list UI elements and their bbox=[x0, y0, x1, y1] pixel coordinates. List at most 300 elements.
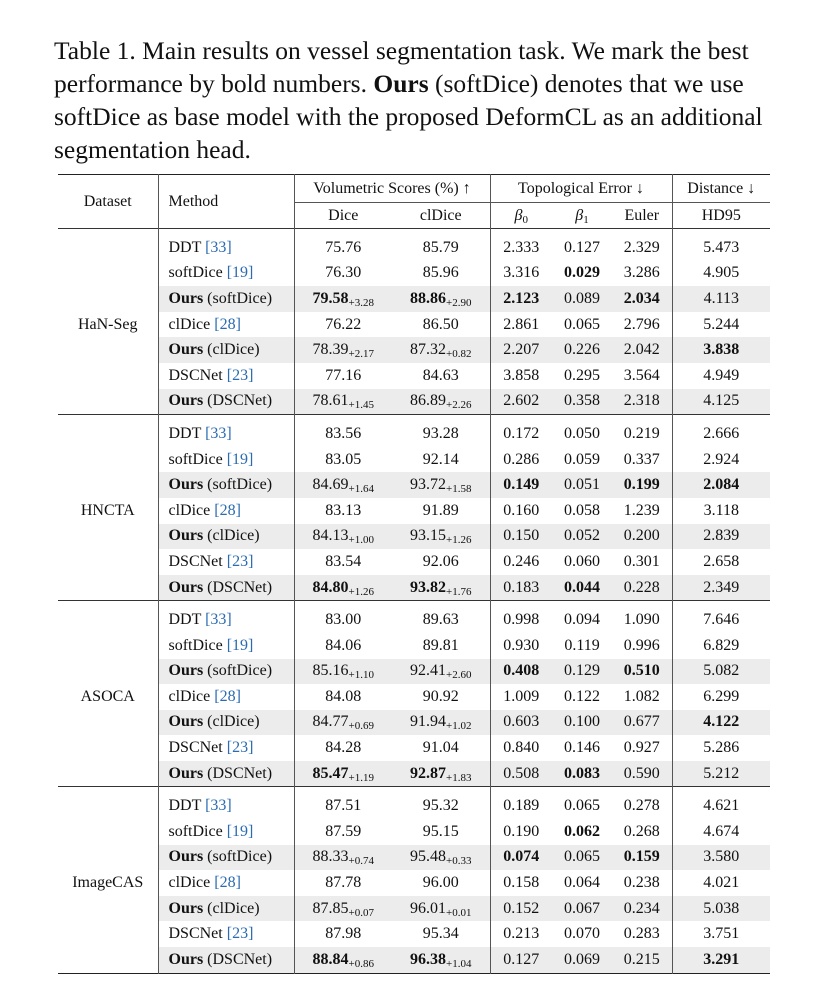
cldice-cell-delta: +2.26 bbox=[446, 399, 472, 412]
cldice-cell bbox=[392, 312, 490, 338]
dice-cell-delta: +2.17 bbox=[348, 348, 374, 361]
beta0-cell-value: 0.190 bbox=[503, 822, 540, 840]
header-topological: Topological Error ↓ bbox=[490, 175, 672, 203]
dice-cell bbox=[294, 659, 392, 685]
dice-cell bbox=[294, 337, 392, 363]
euler-cell bbox=[612, 761, 672, 787]
beta1-cell bbox=[552, 415, 612, 447]
method-cell bbox=[158, 601, 294, 633]
euler-cell bbox=[612, 710, 672, 736]
method-name: (DSCNet) bbox=[207, 578, 273, 596]
hd95-cell bbox=[672, 921, 770, 947]
beta0-cell-value: 0.150 bbox=[503, 527, 540, 545]
beta0-cell-value: 0.172 bbox=[503, 424, 540, 442]
dice-cell-value: 84.80 bbox=[312, 578, 349, 596]
cldice-cell bbox=[392, 761, 490, 787]
beta1-cell bbox=[552, 710, 612, 736]
hd95-cell bbox=[672, 896, 770, 922]
cldice-cell-value: 91.94 bbox=[410, 713, 447, 731]
method-cell bbox=[158, 415, 294, 447]
dice-cell-value: 76.22 bbox=[325, 315, 362, 333]
dice-cell bbox=[294, 524, 392, 550]
beta1-cell bbox=[552, 947, 612, 973]
beta0-cell-value: 1.009 bbox=[503, 687, 540, 705]
cldice-cell bbox=[392, 633, 490, 659]
hd95-cell-value: 6.299 bbox=[703, 687, 740, 705]
method-name: (DSCNet) bbox=[207, 764, 273, 782]
caption-ours: Ours bbox=[373, 69, 429, 98]
cldice-cell bbox=[392, 415, 490, 447]
header-distance: Distance ↓ bbox=[672, 175, 770, 203]
hd95-cell-value: 3.838 bbox=[703, 341, 740, 359]
dice-cell-value: 85.47 bbox=[312, 764, 349, 782]
euler-cell bbox=[612, 524, 672, 550]
table-row bbox=[58, 601, 770, 633]
table-row bbox=[58, 921, 770, 947]
euler-cell-value: 0.159 bbox=[623, 848, 660, 866]
ours-label: Ours bbox=[168, 476, 204, 494]
beta1-cell-value: 0.029 bbox=[564, 264, 601, 282]
beta1-cell bbox=[552, 601, 612, 633]
table-row bbox=[58, 819, 770, 845]
table-row bbox=[58, 735, 770, 761]
beta0-cell bbox=[490, 447, 552, 473]
cldice-cell-value: 93.28 bbox=[422, 424, 459, 442]
method-name: softDice bbox=[168, 822, 223, 840]
results-table-wrap bbox=[58, 174, 770, 974]
method-cell bbox=[158, 337, 294, 363]
method-name: DDT bbox=[168, 424, 202, 442]
euler-cell-value: 0.268 bbox=[623, 822, 660, 840]
beta0-cell-value: 0.508 bbox=[503, 764, 540, 782]
beta0-cell bbox=[490, 524, 552, 550]
euler-cell bbox=[612, 286, 672, 312]
cldice-cell-value: 89.63 bbox=[422, 611, 459, 629]
header-dice: Dice bbox=[328, 206, 359, 224]
hd95-cell bbox=[672, 549, 770, 575]
hd95-cell-value: 5.473 bbox=[703, 238, 740, 256]
hd95-cell-value: 4.021 bbox=[703, 874, 740, 892]
cldice-cell-value: 84.63 bbox=[422, 366, 459, 384]
header-dataset: Dataset bbox=[58, 175, 158, 229]
beta1-cell-value: 0.065 bbox=[564, 797, 601, 815]
method-name: (softDice) bbox=[207, 662, 273, 680]
dice-cell-value: 75.76 bbox=[325, 238, 362, 256]
beta1-cell-value: 0.070 bbox=[564, 925, 601, 943]
dice-cell bbox=[294, 735, 392, 761]
beta1-cell-value: 0.059 bbox=[564, 450, 601, 468]
cldice-cell bbox=[392, 261, 490, 287]
method-cell bbox=[158, 947, 294, 973]
dataset-name: HNCTA bbox=[58, 415, 158, 601]
method-cell bbox=[158, 229, 294, 261]
method-name: (softDice) bbox=[207, 289, 273, 307]
method-cell bbox=[158, 819, 294, 845]
beta1-cell-value: 0.094 bbox=[564, 611, 601, 629]
dice-cell-delta: +3.28 bbox=[348, 296, 374, 309]
hd95-cell-value: 5.286 bbox=[703, 739, 740, 757]
cldice-cell-delta: +0.82 bbox=[446, 348, 472, 361]
euler-cell bbox=[612, 363, 672, 389]
cldice-cell-value: 95.32 bbox=[422, 797, 459, 815]
cldice-cell-value: 96.01 bbox=[410, 899, 447, 917]
ours-label: Ours bbox=[168, 527, 204, 545]
euler-cell bbox=[612, 447, 672, 473]
beta0-cell bbox=[490, 337, 552, 363]
citation-link[interactable]: [28] bbox=[214, 501, 241, 519]
beta0-cell-value: 0.158 bbox=[503, 874, 540, 892]
beta0-cell-value: 2.207 bbox=[503, 341, 540, 359]
beta0-cell-value: 0.998 bbox=[503, 611, 540, 629]
euler-cell bbox=[612, 575, 672, 601]
table-row bbox=[58, 684, 770, 710]
beta1-cell bbox=[552, 819, 612, 845]
beta1-cell bbox=[552, 761, 612, 787]
dice-cell bbox=[294, 498, 392, 524]
method-name: (DSCNet) bbox=[207, 950, 273, 968]
beta1-cell-value: 0.358 bbox=[564, 392, 601, 410]
beta0-cell-value: 0.286 bbox=[503, 450, 540, 468]
euler-cell bbox=[612, 684, 672, 710]
dice-cell-value: 85.16 bbox=[312, 662, 349, 680]
beta0-cell bbox=[490, 947, 552, 973]
citation-link[interactable]: [33] bbox=[205, 424, 232, 442]
table-row bbox=[58, 633, 770, 659]
beta1-cell bbox=[552, 472, 612, 498]
citation-link[interactable]: [23] bbox=[226, 925, 254, 943]
dice-cell bbox=[294, 286, 392, 312]
euler-cell bbox=[612, 229, 672, 261]
method-name: DSCNet bbox=[168, 366, 223, 384]
dice-cell bbox=[294, 845, 392, 871]
hd95-cell bbox=[672, 575, 770, 601]
header-hd95: HD95 bbox=[701, 206, 741, 224]
beta0-cell bbox=[490, 601, 552, 633]
cldice-cell bbox=[392, 447, 490, 473]
hd95-cell-value: 2.666 bbox=[703, 424, 740, 442]
beta0-cell-value: 0.127 bbox=[503, 950, 540, 968]
table-row bbox=[58, 337, 770, 363]
table-row bbox=[58, 947, 770, 973]
cldice-cell bbox=[392, 921, 490, 947]
beta0-cell-value: 3.858 bbox=[503, 366, 540, 384]
beta0-cell bbox=[490, 684, 552, 710]
hd95-cell-value: 2.084 bbox=[703, 476, 740, 494]
dice-cell bbox=[294, 549, 392, 575]
table-row bbox=[58, 312, 770, 338]
hd95-cell bbox=[672, 286, 770, 312]
hd95-cell-value: 2.924 bbox=[703, 450, 740, 468]
method-cell bbox=[158, 575, 294, 601]
table-row bbox=[58, 896, 770, 922]
citation-link[interactable]: [23] bbox=[226, 739, 254, 757]
beta1-cell-value: 0.226 bbox=[564, 341, 601, 359]
hd95-cell-value: 4.122 bbox=[703, 713, 740, 731]
beta0-cell-value: 0.152 bbox=[503, 899, 540, 917]
beta0-cell-value: 2.602 bbox=[503, 392, 540, 410]
cldice-cell bbox=[392, 787, 490, 819]
method-cell bbox=[158, 549, 294, 575]
cldice-cell-value: 86.50 bbox=[422, 315, 459, 333]
table-row bbox=[58, 575, 770, 601]
hd95-cell bbox=[672, 659, 770, 685]
hd95-cell bbox=[672, 787, 770, 819]
dice-cell bbox=[294, 787, 392, 819]
beta0-cell-value: 0.930 bbox=[503, 636, 540, 654]
beta1-cell bbox=[552, 896, 612, 922]
table-row bbox=[58, 787, 770, 819]
cldice-cell bbox=[392, 389, 490, 415]
beta1-cell-value: 0.051 bbox=[564, 476, 601, 494]
euler-cell bbox=[612, 549, 672, 575]
method-name: DDT bbox=[168, 611, 202, 629]
beta1-cell-value: 0.129 bbox=[564, 662, 601, 680]
dice-cell-value: 87.98 bbox=[325, 925, 362, 943]
beta0-cell-value: 2.333 bbox=[503, 238, 540, 256]
beta0-cell-value: 0.408 bbox=[503, 662, 540, 680]
method-cell bbox=[158, 261, 294, 287]
beta1-cell-value: 0.119 bbox=[564, 636, 600, 654]
beta0-cell bbox=[490, 761, 552, 787]
dice-cell-value: 83.56 bbox=[325, 424, 362, 442]
euler-cell bbox=[612, 261, 672, 287]
cldice-cell-value: 92.41 bbox=[410, 662, 447, 680]
hd95-cell bbox=[672, 261, 770, 287]
hd95-cell-value: 3.751 bbox=[703, 925, 740, 943]
method-cell bbox=[158, 710, 294, 736]
beta1-cell bbox=[552, 870, 612, 896]
cldice-cell bbox=[392, 363, 490, 389]
method-cell bbox=[158, 845, 294, 871]
hd95-cell bbox=[672, 415, 770, 447]
cldice-cell-delta: +1.83 bbox=[446, 771, 472, 784]
ours-label: Ours bbox=[168, 341, 204, 359]
dice-cell bbox=[294, 229, 392, 261]
citation-link[interactable]: [33] bbox=[205, 611, 232, 629]
dice-cell-value: 87.78 bbox=[325, 874, 362, 892]
hd95-cell bbox=[672, 761, 770, 787]
dice-cell-value: 84.69 bbox=[312, 476, 349, 494]
citation-link[interactable]: [19] bbox=[226, 450, 254, 468]
euler-cell-value: 3.564 bbox=[623, 366, 660, 384]
dataset-name: ImageCAS bbox=[58, 787, 158, 973]
cldice-cell-delta: +1.76 bbox=[446, 585, 472, 598]
hd95-cell bbox=[672, 472, 770, 498]
method-cell bbox=[158, 896, 294, 922]
header-cldice: clDice bbox=[392, 203, 490, 229]
beta1-cell bbox=[552, 312, 612, 338]
method-cell bbox=[158, 312, 294, 338]
method-name: clDice bbox=[168, 501, 211, 519]
beta1-cell-value: 0.089 bbox=[564, 289, 601, 307]
citation-link[interactable]: [19] bbox=[226, 636, 254, 654]
method-cell bbox=[158, 524, 294, 550]
beta1-cell-value: 0.295 bbox=[564, 366, 601, 384]
dice-cell bbox=[294, 447, 392, 473]
beta0-cell-value: 0.183 bbox=[503, 578, 540, 596]
dice-cell bbox=[294, 389, 392, 415]
citation-link[interactable]: [19] bbox=[226, 264, 254, 282]
dice-cell-delta: +1.10 bbox=[348, 669, 374, 682]
citation-link[interactable]: [28] bbox=[214, 687, 241, 705]
citation-link[interactable]: [33] bbox=[205, 797, 232, 815]
citation-link[interactable]: [23] bbox=[226, 552, 254, 570]
table-row bbox=[58, 710, 770, 736]
table-caption bbox=[54, 34, 770, 166]
method-cell bbox=[158, 659, 294, 685]
beta1-cell-value: 0.065 bbox=[564, 848, 601, 866]
hd95-cell bbox=[672, 735, 770, 761]
hd95-cell-value: 3.291 bbox=[703, 950, 740, 968]
citation-link[interactable]: [33] bbox=[205, 238, 232, 256]
hd95-cell-value: 3.580 bbox=[703, 848, 740, 866]
euler-cell bbox=[612, 659, 672, 685]
beta1-cell-value: 0.052 bbox=[564, 527, 601, 545]
dice-cell bbox=[294, 633, 392, 659]
method-name: (softDice) bbox=[207, 848, 273, 866]
dice-cell bbox=[294, 947, 392, 973]
beta0-cell bbox=[490, 363, 552, 389]
dice-cell-delta: +0.07 bbox=[348, 906, 374, 919]
hd95-cell bbox=[672, 947, 770, 973]
beta0-cell bbox=[490, 921, 552, 947]
cldice-cell bbox=[392, 575, 490, 601]
dataset-name: HaN-Seg bbox=[58, 229, 158, 415]
beta0-cell-value: 0.246 bbox=[503, 552, 540, 570]
hd95-cell-value: 2.658 bbox=[703, 552, 740, 570]
method-name: softDice bbox=[168, 450, 223, 468]
dice-cell-value: 88.33 bbox=[312, 848, 349, 866]
cldice-cell bbox=[392, 286, 490, 312]
ours-label: Ours bbox=[168, 578, 204, 596]
euler-cell-value: 0.219 bbox=[623, 424, 660, 442]
beta1-cell bbox=[552, 337, 612, 363]
hd95-cell bbox=[672, 601, 770, 633]
hd95-cell-value: 7.646 bbox=[703, 611, 740, 629]
dice-cell-delta: +1.64 bbox=[348, 483, 374, 496]
hd95-cell bbox=[672, 447, 770, 473]
beta0-cell-value: 3.316 bbox=[503, 264, 540, 282]
euler-cell-value: 2.329 bbox=[623, 238, 660, 256]
beta1-cell bbox=[552, 261, 612, 287]
citation-link[interactable]: [28] bbox=[214, 315, 241, 333]
euler-cell-value: 0.278 bbox=[623, 797, 660, 815]
dice-cell bbox=[294, 896, 392, 922]
dice-cell bbox=[294, 870, 392, 896]
beta0-cell bbox=[490, 896, 552, 922]
hd95-cell bbox=[672, 337, 770, 363]
hd95-cell-value: 5.038 bbox=[703, 899, 740, 917]
citation-link[interactable]: [19] bbox=[226, 822, 254, 840]
cldice-cell bbox=[392, 498, 490, 524]
euler-cell-value: 1.239 bbox=[623, 501, 660, 519]
cldice-cell bbox=[392, 896, 490, 922]
beta0-cell-value: 0.160 bbox=[503, 501, 540, 519]
hd95-cell-value: 5.212 bbox=[703, 764, 740, 782]
beta1-cell bbox=[552, 845, 612, 871]
beta0-cell bbox=[490, 633, 552, 659]
dice-cell-value: 76.30 bbox=[325, 264, 362, 282]
results-table bbox=[58, 174, 770, 974]
cldice-cell-delta: +2.60 bbox=[446, 669, 472, 682]
table-row bbox=[58, 761, 770, 787]
dice-cell-value: 84.06 bbox=[325, 636, 362, 654]
table-row bbox=[58, 870, 770, 896]
beta0-cell-value: 2.861 bbox=[503, 315, 540, 333]
table-row bbox=[58, 261, 770, 287]
cldice-cell bbox=[392, 601, 490, 633]
header-beta0: $\beta_0$ bbox=[514, 206, 528, 226]
hd95-cell-value: 4.621 bbox=[703, 797, 740, 815]
beta0-cell-value: 0.603 bbox=[503, 713, 540, 731]
results-body bbox=[58, 229, 770, 974]
beta1-cell bbox=[552, 575, 612, 601]
dice-cell-value: 83.00 bbox=[325, 611, 362, 629]
cldice-cell bbox=[392, 684, 490, 710]
dice-cell bbox=[294, 261, 392, 287]
beta1-cell bbox=[552, 659, 612, 685]
beta1-cell bbox=[552, 447, 612, 473]
beta0-cell bbox=[490, 870, 552, 896]
cldice-cell bbox=[392, 819, 490, 845]
citation-link[interactable]: [23] bbox=[226, 366, 254, 384]
cldice-cell-delta: +2.90 bbox=[446, 296, 472, 309]
beta1-cell bbox=[552, 787, 612, 819]
euler-cell bbox=[612, 787, 672, 819]
hd95-cell-value: 4.674 bbox=[703, 822, 740, 840]
dice-cell-value: 78.61 bbox=[312, 392, 349, 410]
citation-link[interactable]: [28] bbox=[214, 874, 241, 892]
beta0-cell bbox=[490, 819, 552, 845]
cldice-cell-value: 90.92 bbox=[422, 687, 459, 705]
hd95-cell bbox=[672, 633, 770, 659]
beta1-cell bbox=[552, 286, 612, 312]
beta0-cell bbox=[490, 735, 552, 761]
hd95-cell bbox=[672, 524, 770, 550]
beta1-cell-value: 0.067 bbox=[564, 899, 601, 917]
dataset-name: ASOCA bbox=[58, 601, 158, 787]
dice-cell bbox=[294, 312, 392, 338]
method-name: softDice bbox=[168, 264, 223, 282]
method-cell bbox=[158, 870, 294, 896]
hd95-cell-value: 4.949 bbox=[703, 366, 740, 384]
cldice-cell-value: 96.38 bbox=[410, 950, 447, 968]
method-name: clDice bbox=[168, 874, 211, 892]
hd95-cell bbox=[672, 845, 770, 871]
table-row bbox=[58, 659, 770, 685]
dice-cell bbox=[294, 684, 392, 710]
euler-cell-value: 1.082 bbox=[623, 687, 660, 705]
cldice-cell-value: 88.86 bbox=[410, 289, 447, 307]
beta1-cell-value: 0.065 bbox=[564, 315, 601, 333]
ours-label: Ours bbox=[168, 392, 204, 410]
euler-cell-value: 2.318 bbox=[623, 392, 660, 410]
cldice-cell bbox=[392, 735, 490, 761]
caption-suffix: (softDice) denotes that we use softDice as base model with the proposed DeformCL as an additional segmentation head. bbox=[54, 69, 763, 164]
beta1-cell-value: 0.083 bbox=[564, 764, 601, 782]
dice-cell-delta: +0.69 bbox=[348, 720, 374, 733]
euler-cell bbox=[612, 819, 672, 845]
ours-label: Ours bbox=[168, 899, 204, 917]
beta0-cell bbox=[490, 472, 552, 498]
euler-cell-value: 0.510 bbox=[623, 662, 660, 680]
method-name: softDice bbox=[168, 636, 223, 654]
cldice-cell-value: 85.96 bbox=[422, 264, 459, 282]
dice-cell bbox=[294, 761, 392, 787]
table-row bbox=[58, 447, 770, 473]
euler-cell bbox=[612, 337, 672, 363]
euler-cell-value: 3.286 bbox=[623, 264, 660, 282]
